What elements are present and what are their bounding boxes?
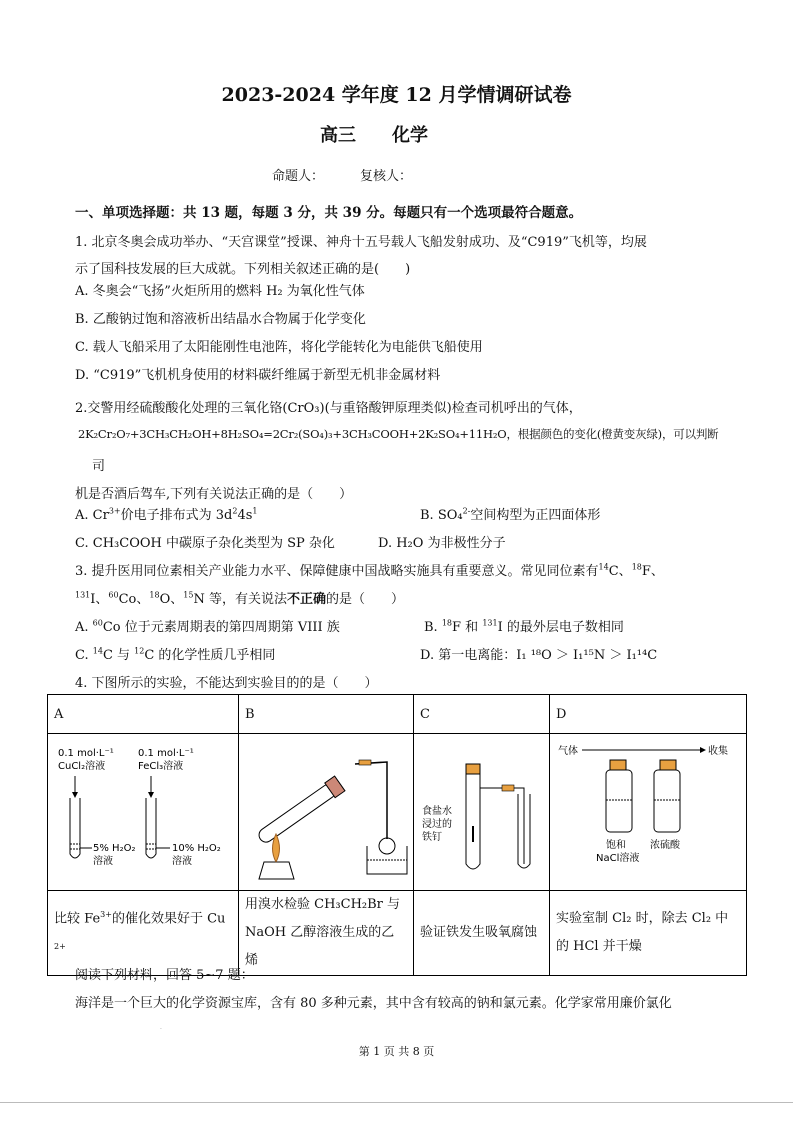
- figure-a: [48, 734, 239, 891]
- experiment-figure-row: [48, 734, 747, 891]
- q3-iso-o18: 18: [149, 590, 160, 600]
- fig-b-stopper: [325, 776, 345, 798]
- q1-option-b: B. 乙酸钠过饱和溶液析出结晶水合物属于化学变化: [75, 312, 366, 327]
- fig-a-arrow-right-head: [148, 792, 154, 798]
- q3-a-pre: A.: [75, 620, 93, 635]
- header-d: D: [550, 695, 747, 734]
- q3-iso-14: 14: [598, 562, 609, 572]
- setter-line: [272, 165, 448, 184]
- experiment-table: [47, 694, 747, 976]
- exam-title: 2023-2024 学年度 12 月学情调研试卷: [221, 84, 572, 106]
- fig-d-stopper-1: [610, 760, 626, 770]
- q2-option-b: [420, 504, 600, 523]
- fig-c-label-2: 浸过的: [422, 819, 452, 830]
- q2-stem-4: 机是否酒后驾车,下列有关说法正确的是（ ）: [75, 487, 353, 502]
- q2-option-c: C. CH₃COOH 中碳原子杂化类型为 SP 杂化: [75, 536, 335, 551]
- q3-c: C、: [608, 564, 632, 579]
- subject-label: 化学: [392, 125, 428, 146]
- q2-option-d: D. H₂O 为非极性分子: [378, 536, 506, 551]
- fig-c-stopper: [466, 764, 480, 774]
- fig-a-right-sol: FeCl₃溶液: [138, 761, 184, 772]
- q2-option-a: [75, 504, 258, 523]
- q3-b-pre: B.: [424, 620, 442, 635]
- fig-a-left-conc: 0.1 mol·L⁻¹: [58, 748, 114, 759]
- caption-c: 验证铁发生吸氧腐蚀: [414, 891, 550, 976]
- q3-stem-2: [75, 588, 404, 607]
- fig-d-collect: 收集: [708, 746, 728, 757]
- q2-a-sup2: 2: [232, 506, 238, 516]
- q3-co: Co、: [118, 592, 150, 607]
- q2-a-mid2: 4s: [237, 508, 253, 523]
- q3-c-post: C 的化学性质几乎相同: [144, 648, 276, 663]
- q3-iso-60: 60: [108, 590, 119, 600]
- reviewer-label: 复核人：: [360, 169, 413, 184]
- q2-a-pre: A. Cr: [75, 508, 109, 523]
- figure-b: [239, 734, 414, 891]
- fig-d-b1-label-1: 饱和: [606, 840, 626, 851]
- figure-a-svg: [48, 734, 238, 886]
- stray-dot: ·: [160, 1026, 162, 1033]
- setter-label: 命题人：: [272, 169, 325, 184]
- fig-b-rubber-joint: [359, 760, 371, 765]
- fig-a-arrow-left-head: [72, 792, 78, 798]
- caption-a: [48, 891, 239, 976]
- q3-option-c: [75, 644, 275, 663]
- experiment-caption-row: [48, 891, 747, 976]
- q3-stem-end: 的是（ ）: [325, 592, 404, 607]
- q3-b-sup1: 18: [441, 618, 453, 628]
- q4-stem: 4. 下图所示的实验，不能达到实验目的的是（ ）: [75, 676, 378, 691]
- q2-a-sup1: 3+: [108, 506, 121, 516]
- fig-a-right-h2o2-b: 溶液: [172, 856, 192, 867]
- bottom-rule: [0, 1102, 793, 1103]
- exam-subtitle: [320, 121, 428, 147]
- fig-b-delivery-tube: [355, 762, 387, 839]
- fig-a-left-h2o2: 5% H₂O₂: [93, 843, 136, 854]
- q1-stem-2: 示了国科技发展的巨大成就。下列相关叙述正确的是( ): [75, 262, 411, 277]
- fig-c-side-tube: [480, 788, 524, 864]
- q3-f: F、: [641, 564, 664, 579]
- q3-c-sup1: 14: [92, 646, 103, 656]
- q1-option-a: A. 冬奥会“飞扬”火炬所用的燃料 H₂ 为氧化性气体: [75, 284, 365, 299]
- fig-b-lamp: [259, 862, 294, 879]
- q2-a-mid: 价电子排布式为 3d: [120, 508, 233, 523]
- q3-i: I、: [90, 592, 109, 607]
- q3-iso-131: 131: [75, 590, 91, 600]
- q3-b-sup2: 131: [482, 618, 498, 628]
- experiment-header-row: [48, 695, 747, 734]
- q3-c-mid: C 与: [102, 648, 135, 663]
- q2-a-sup3: 1: [252, 506, 258, 516]
- reading-text: 海洋是一个巨大的化学资源宝库，含有 80 多种元素，其中含有较高的钠和氯元素。化学家常用廉价氯化: [75, 996, 672, 1011]
- q3-option-a: [75, 616, 340, 635]
- q1-option-d: D. “C919”飞机机身使用的材料碳纤维属于新型无机非金属材料: [75, 368, 441, 383]
- caption-a-sup2: 2+: [54, 942, 66, 951]
- q3-b-post: I 的最外层电子数相同: [497, 620, 624, 635]
- q3-iso-n15: 15: [183, 590, 194, 600]
- figure-d: [550, 734, 747, 891]
- fig-c-joint: [502, 785, 514, 791]
- q3-b-mid: F 和: [452, 620, 483, 635]
- q3-c-pre: C.: [75, 648, 93, 663]
- fig-a-right-h2o2: 10% H₂O₂: [172, 843, 221, 854]
- caption-a-sup1: 3+: [100, 909, 112, 919]
- q2-stem-1: 2.交警用经硫酸酸化处理的三氧化铬(CrO₃)(与重铬酸钾原理类似)检查司机呼出的气体，: [75, 401, 582, 416]
- q2-b-sup: 2-: [462, 506, 471, 516]
- q3-option-d: D. 第一电离能：I₁ ¹⁸O ＞ I₁¹⁵N ＞ I₁¹⁴C: [420, 648, 658, 663]
- page-footer: 第 1 页 共 8 页: [358, 1045, 435, 1058]
- header-c: C: [414, 695, 550, 734]
- fig-d-stopper-2: [660, 760, 676, 770]
- caption-a-pre: 比较 Fe: [54, 911, 101, 926]
- figure-c: [414, 734, 550, 891]
- fig-d-gas-in: 气体: [558, 746, 578, 757]
- section-heading: 一、单项选择题：共 13 题，每题 3 分，共 39 分。每题只有一个选项最符合题意。: [75, 205, 583, 221]
- q3-not-correct: 不正确: [286, 592, 326, 607]
- q3-option-b: [424, 616, 624, 635]
- q2-b-post: 空间构型为正四面体形: [470, 508, 601, 523]
- fig-d-b2-label: 浓硫酸: [650, 840, 680, 851]
- grade-label: 高三: [320, 125, 356, 146]
- caption-d: 实验室制 Cl₂ 时，除去 Cl₂ 中的 HCl 并干燥: [550, 891, 747, 976]
- fig-c-label-1: 食盐水: [422, 806, 452, 817]
- q3-stem-1: [75, 560, 664, 579]
- caption-a-mid: 的催化效果好于 Cu: [111, 911, 226, 926]
- fig-b-tube-body: [256, 782, 338, 845]
- q3-stem-pre: 3. 提升医用同位素相关产业能力水平、保障健康中国战略实施具有重要意义。常见同位素有: [75, 564, 599, 579]
- header-b: B: [239, 695, 414, 734]
- figure-d-svg: [550, 734, 746, 886]
- q3-a-post: Co 位于元素周期表的第四周期第 VIII 族: [102, 620, 340, 635]
- fig-c-tube: [466, 774, 480, 869]
- q3-n-post: N 等，有关说法: [193, 592, 287, 607]
- reading-intro: 阅读下列材料，回答 5~7 题：: [75, 968, 254, 983]
- q3-iso-18: 18: [631, 562, 642, 572]
- fig-d-bottle-2: [654, 770, 680, 832]
- q3-a-sup: 60: [92, 618, 103, 628]
- q2-b-pre: B. SO₄: [420, 508, 463, 523]
- fig-d-b1-label-2: NaCl溶液: [596, 853, 640, 864]
- fig-d-bottle-1: [606, 770, 632, 832]
- fig-b-slanted-tube: [255, 776, 345, 846]
- q1-stem-1: 1. 北京冬奥会成功举办、“天宫课堂”授课、神舟十五号载人飞船发射成功、及“C919”飞机等，均展: [75, 235, 647, 250]
- fig-c-label-3: 铁钉: [422, 832, 442, 843]
- caption-b: 用溴水检验 CH₃CH₂Br 与 NaOH 乙醇溶液生成的乙烯: [239, 891, 414, 976]
- header-a: A: [48, 695, 239, 734]
- q3-c-sup2: 12: [134, 646, 145, 656]
- figure-b-svg: [239, 734, 413, 886]
- q2-stem-3: 司: [92, 459, 106, 474]
- q3-o: O、: [159, 592, 184, 607]
- fig-b-flask-bulb: [379, 838, 395, 854]
- q2-equation: 2K₂Cr₂O₇+3CH₃CH₂OH+8H₂SO₄=2Cr₂(SO₄)₃+3CH₃COOH+2K₂SO₄+11H₂O，根据颜色的变化(橙黄变灰绿)，可以判断: [78, 427, 719, 441]
- q1-option-c: C. 载人飞船采用了太阳能刚性电池阵，将化学能转化为电能供飞船使用: [75, 340, 483, 355]
- fig-a-right-conc: 0.1 mol·L⁻¹: [138, 748, 194, 759]
- fig-a-left-sol: CuCl₂溶液: [58, 761, 106, 772]
- fig-a-left-h2o2-b: 溶液: [93, 856, 113, 867]
- fig-d-arrow-head: [700, 747, 706, 753]
- figure-c-svg: [414, 734, 549, 886]
